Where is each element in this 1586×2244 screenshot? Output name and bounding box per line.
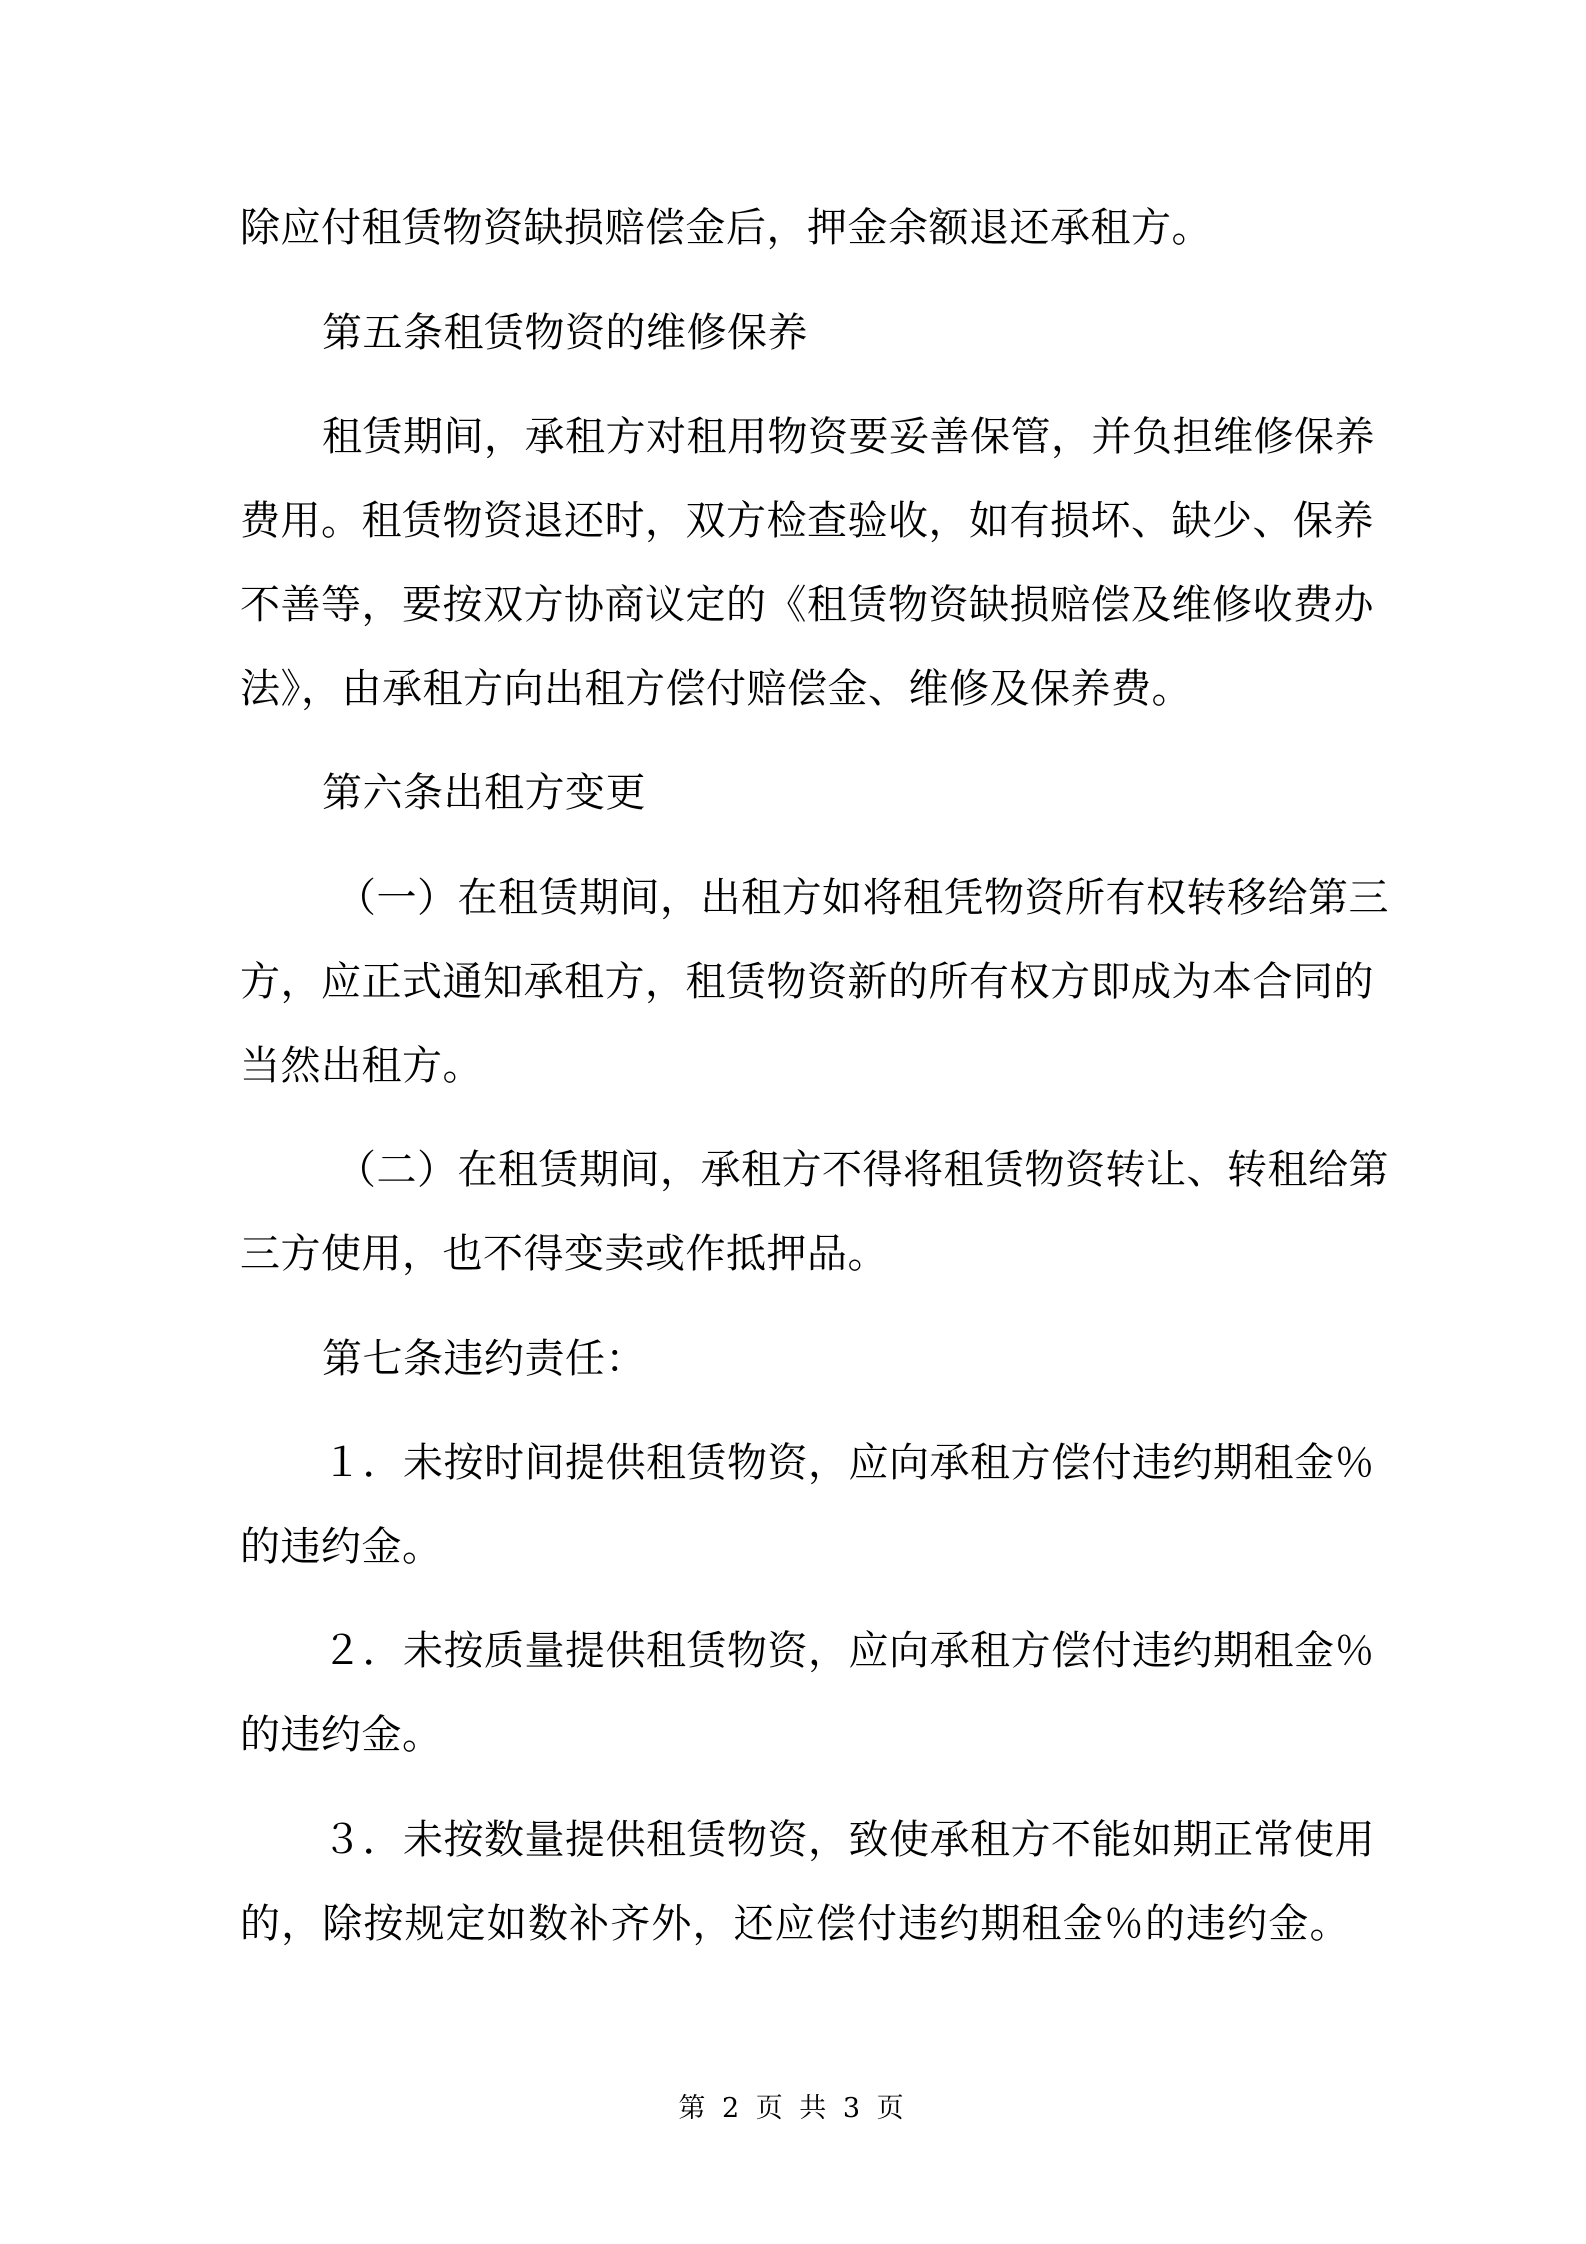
list-item-line: １．未按时间提供租赁物资，应向承租方偿付违约期租金％ xyxy=(322,1440,1375,1486)
paragraph-line: （一）在租赁期间，出租方如将租凭物资所有权转移给第三 xyxy=(336,875,1389,921)
page-number-footer: 第 2 页 共 3 页 xyxy=(678,2093,908,2124)
paragraph-line: 不善等，要按双方协商议定的《租赁物资缺损赔偿及维修收费办 xyxy=(240,582,1374,628)
list-item-line: 的违约金。 xyxy=(240,1524,443,1570)
paragraph-line: 当然出租方。 xyxy=(240,1043,483,1089)
list-item-line: ２．未按质量提供租赁物资，应向承租方偿付违约期租金％ xyxy=(322,1628,1375,1674)
section-heading-7: 第七条违约责任： xyxy=(322,1336,646,1382)
paragraph-line: 法》，由承租方向出租方偿付赔偿金、维修及保养费。 xyxy=(240,666,1192,712)
section-heading-5: 第五条租赁物资的维修保养 xyxy=(322,310,808,356)
list-item-line: ３．未按数量提供租赁物资，致使承租方不能如期正常使用 xyxy=(322,1817,1375,1863)
list-item-line: 的违约金。 xyxy=(240,1712,443,1758)
paragraph-line: 三方使用，也不得变卖或作抵押品。 xyxy=(240,1231,888,1277)
paragraph-line: 租赁期间，承租方对租用物资要妥善保管，并负担维修保养 xyxy=(322,414,1375,460)
list-item-line: 的，除按规定如数补齐外，还应偿付违约期租金％的违约金。 xyxy=(240,1901,1350,1947)
paragraph-line: 费用。租赁物资退还时，双方检查验收，如有损坏、缺少、保养 xyxy=(240,498,1374,544)
paragraph-line: （二）在租赁期间，承租方不得将租赁物资转让、转租给第 xyxy=(336,1147,1389,1193)
paragraph-line: 除应付租赁物资缺损赔偿金后，押金余额退还承租方。 xyxy=(240,205,1212,251)
paragraph-line: 方，应正式通知承租方，租赁物资新的所有权方即成为本合同的 xyxy=(240,959,1374,1005)
section-heading-6: 第六条出租方变更 xyxy=(322,770,646,816)
